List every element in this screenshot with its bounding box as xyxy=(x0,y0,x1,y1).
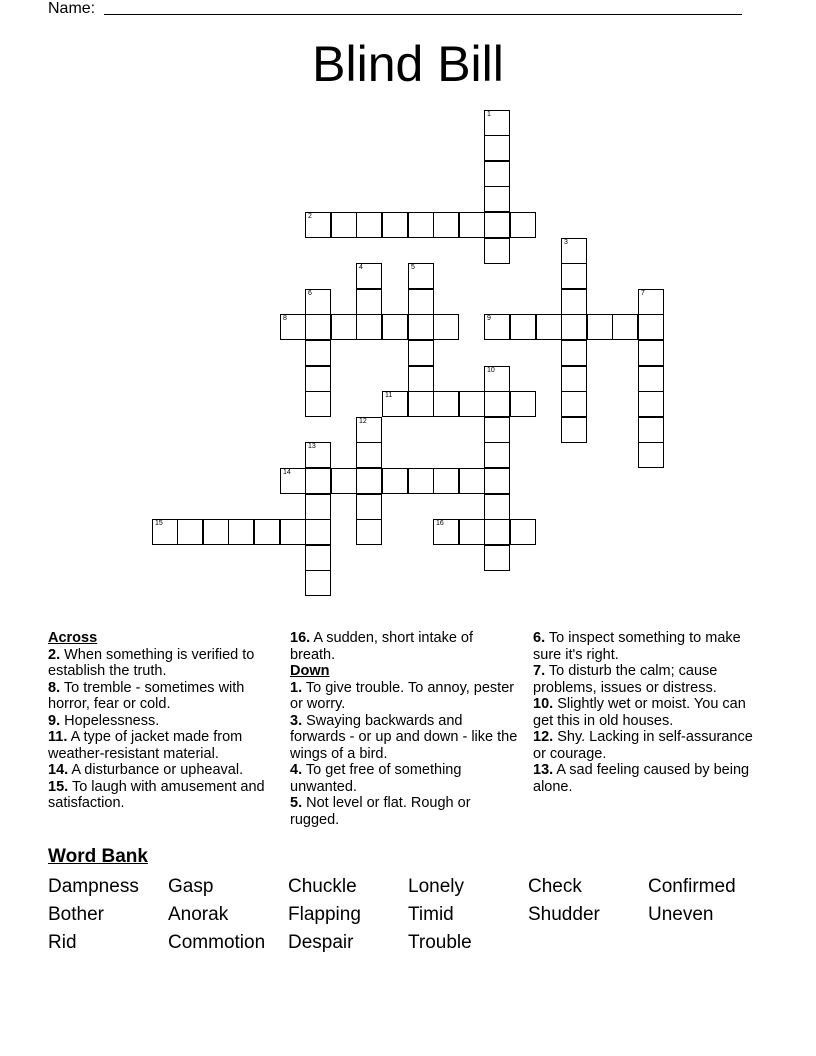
clue-number: 14 xyxy=(283,469,291,476)
word-bank-item: Dampness xyxy=(48,876,139,897)
clue-number: 11 xyxy=(385,392,393,399)
grid-cell[interactable] xyxy=(433,212,459,238)
clue-column-1 xyxy=(48,630,280,812)
grid-cell[interactable] xyxy=(305,289,331,315)
grid-cell[interactable] xyxy=(305,545,331,571)
clue-number: 12 xyxy=(359,418,367,425)
word-bank-item: Bother xyxy=(48,904,104,925)
word-bank-item: Chuckle xyxy=(288,876,357,897)
clue-number: 6 xyxy=(308,290,312,297)
grid-cell[interactable] xyxy=(638,442,664,468)
grid-cell[interactable] xyxy=(305,442,331,468)
grid-cell[interactable] xyxy=(382,391,408,417)
grid-cell[interactable] xyxy=(638,391,664,417)
grid-cell[interactable] xyxy=(408,289,434,315)
grid-cell[interactable] xyxy=(484,135,510,161)
word-bank-item: Timid xyxy=(408,904,454,925)
grid-cell[interactable] xyxy=(305,468,331,494)
clue-across-14: 14. A disturbance or upheaval. xyxy=(48,762,244,778)
grid-cell[interactable] xyxy=(203,519,229,545)
word-bank-item: Commotion xyxy=(168,932,266,953)
grid-cell[interactable] xyxy=(510,391,536,417)
grid-cell[interactable] xyxy=(561,340,587,366)
grid-cell[interactable] xyxy=(484,442,510,468)
grid-cell[interactable] xyxy=(331,468,357,494)
across-header: Across xyxy=(48,630,98,646)
clue-number: 13 xyxy=(308,443,316,450)
grid-cell[interactable] xyxy=(433,391,459,417)
grid-cell[interactable] xyxy=(484,519,510,545)
grid-cell[interactable] xyxy=(356,212,382,238)
word-bank-item: Lonely xyxy=(408,876,464,897)
grid-cell[interactable] xyxy=(561,417,587,443)
grid-cell[interactable] xyxy=(305,212,331,238)
grid-cell[interactable] xyxy=(484,212,510,238)
grid-cell[interactable] xyxy=(280,519,306,545)
grid-cell[interactable] xyxy=(638,366,664,392)
clue-down-1: 1. To give trouble. To annoy, pester or worry. xyxy=(290,679,515,712)
grid-cell[interactable] xyxy=(587,314,613,340)
clue-down-3: 3. Swaying backwards and forwards - or up and down - like the wings of a bird. xyxy=(290,712,518,762)
clue-down-7: 7. To disturb the calm; cause problems, issues or distress. xyxy=(533,663,718,696)
grid-cell[interactable] xyxy=(638,340,664,366)
grid-cell[interactable] xyxy=(356,519,382,545)
grid-cell[interactable] xyxy=(331,314,357,340)
clue-number: 4 xyxy=(359,264,363,271)
grid-cell[interactable] xyxy=(356,314,382,340)
grid-cell[interactable] xyxy=(433,314,459,340)
clue-number: 8 xyxy=(283,315,287,322)
grid-cell[interactable] xyxy=(510,212,536,238)
grid-cell[interactable] xyxy=(280,468,306,494)
clue-number: 15 xyxy=(155,520,163,527)
grid-cell[interactable] xyxy=(459,519,485,545)
clue-across-15: 15. To laugh with amusement and satisfaction. xyxy=(48,778,265,811)
grid-cell[interactable] xyxy=(305,340,331,366)
clue-down-12: 12. Shy. Lacking in self-assurance or courage. xyxy=(533,729,753,762)
grid-cell[interactable] xyxy=(382,468,408,494)
grid-cell[interactable] xyxy=(408,468,434,494)
grid-cell[interactable] xyxy=(484,110,510,136)
grid-cell[interactable] xyxy=(305,494,331,520)
grid-cell[interactable] xyxy=(638,289,664,315)
word-bank-item: Gasp xyxy=(168,876,214,897)
grid-cell[interactable] xyxy=(408,212,434,238)
grid-cell[interactable] xyxy=(510,314,536,340)
grid-cell[interactable] xyxy=(484,391,510,417)
grid-cell[interactable] xyxy=(228,519,254,545)
word-bank-item: Despair xyxy=(288,932,354,953)
word-bank-title: Word Bank xyxy=(48,846,148,867)
grid-cell[interactable] xyxy=(484,545,510,571)
clue-across-9: 9. Hopelessness. xyxy=(48,712,160,729)
grid-cell[interactable] xyxy=(484,314,510,340)
grid-cell[interactable] xyxy=(459,212,485,238)
grid-cell[interactable] xyxy=(484,366,510,392)
clue-down-6: 6. To inspect something to make sure it's right. xyxy=(533,630,741,663)
grid-cell[interactable] xyxy=(356,417,382,443)
clue-down-5: 5. Not level or flat. Rough or rugged. xyxy=(290,795,471,828)
grid-cell[interactable] xyxy=(561,314,587,340)
grid-cell[interactable] xyxy=(152,519,178,545)
clue-column-3 xyxy=(533,630,765,795)
grid-cell[interactable] xyxy=(356,289,382,315)
word-bank-item: Uneven xyxy=(648,904,714,925)
clue-across-11: 11. A type of jacket made from weather-resistant material. xyxy=(48,729,243,762)
grid-cell[interactable] xyxy=(305,519,331,545)
grid-cell[interactable] xyxy=(561,366,587,392)
grid-cell[interactable] xyxy=(459,391,485,417)
clue-column-2 xyxy=(290,630,522,828)
grid-cell[interactable] xyxy=(433,468,459,494)
grid-cell[interactable] xyxy=(177,519,203,545)
word-bank-item: Rid xyxy=(48,932,77,953)
grid-cell[interactable] xyxy=(484,186,510,212)
clue-down-4: 4. To get free of something unwanted. xyxy=(290,762,462,795)
word-bank-item: Check xyxy=(528,876,582,897)
word-bank-item: Shudder xyxy=(528,904,600,925)
grid-cell[interactable] xyxy=(408,366,434,392)
grid-cell[interactable] xyxy=(561,289,587,315)
grid-cell[interactable] xyxy=(356,468,382,494)
grid-cell[interactable] xyxy=(305,570,331,596)
clue-down-10: 10. Slightly wet or moist. You can get this in old houses. xyxy=(533,696,746,729)
clue-number: 10 xyxy=(487,367,495,374)
grid-cell[interactable] xyxy=(305,314,331,340)
grid-cell[interactable] xyxy=(408,340,434,366)
grid-cell[interactable] xyxy=(561,263,587,289)
grid-cell[interactable] xyxy=(561,238,587,264)
clue-number: 16 xyxy=(436,520,444,527)
grid-cell[interactable] xyxy=(331,212,357,238)
grid-cell[interactable] xyxy=(305,391,331,417)
grid-cell[interactable] xyxy=(356,442,382,468)
word-bank-item: Flapping xyxy=(288,904,361,925)
clue-across-16: 16. A sudden, short intake of breath. xyxy=(290,630,474,663)
grid-cell[interactable] xyxy=(484,238,510,264)
grid-cell[interactable] xyxy=(484,494,510,520)
grid-cell[interactable] xyxy=(408,314,434,340)
grid-cell[interactable] xyxy=(408,263,434,289)
grid-cell[interactable] xyxy=(536,314,562,340)
clue-number: 7 xyxy=(641,290,645,297)
grid-cell[interactable] xyxy=(382,212,408,238)
grid-cell[interactable] xyxy=(408,391,434,417)
clue-across-2: 2. When something is verified to establish the truth. xyxy=(48,646,255,679)
clue-number: 2 xyxy=(308,213,312,220)
grid-cell[interactable] xyxy=(280,314,306,340)
down-header: Down xyxy=(290,663,330,679)
grid-cell[interactable] xyxy=(484,417,510,443)
clue-across-8: 8. To tremble - sometimes with horror, fear or cold. xyxy=(48,679,245,712)
grid-cell[interactable] xyxy=(254,519,280,545)
grid-cell[interactable] xyxy=(356,263,382,289)
grid-cell[interactable] xyxy=(305,366,331,392)
clue-down-13: 13. A sad feeling caused by being alone. xyxy=(533,762,750,795)
grid-cell[interactable] xyxy=(561,391,587,417)
grid-cell[interactable] xyxy=(382,314,408,340)
grid-cell[interactable] xyxy=(638,314,664,340)
clue-number: 5 xyxy=(411,264,415,271)
grid-cell[interactable] xyxy=(638,417,664,443)
clue-number: 9 xyxy=(487,315,491,322)
clue-number: 1 xyxy=(487,111,491,118)
grid-cell[interactable] xyxy=(459,468,485,494)
grid-cell[interactable] xyxy=(433,519,459,545)
grid-cell[interactable] xyxy=(356,494,382,520)
word-bank-item: Confirmed xyxy=(648,876,736,897)
word-bank-item: Anorak xyxy=(168,904,229,925)
clue-number: 3 xyxy=(564,239,568,246)
grid-cell[interactable] xyxy=(484,161,510,187)
grid-cell[interactable] xyxy=(484,468,510,494)
grid-cell[interactable] xyxy=(510,519,536,545)
word-bank-item: Trouble xyxy=(408,932,472,953)
puzzle-title: Blind Bill xyxy=(312,36,504,92)
name-label: Name: xyxy=(48,0,96,17)
grid-cell[interactable] xyxy=(612,314,638,340)
